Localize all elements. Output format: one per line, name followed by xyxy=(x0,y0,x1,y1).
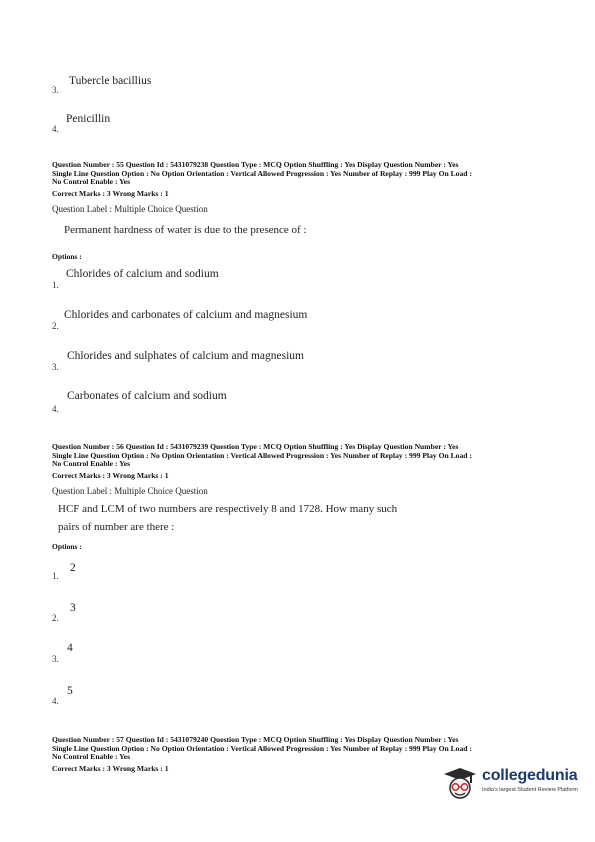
question-text: pairs of number are there : xyxy=(58,521,175,533)
option-number: 4. xyxy=(52,124,59,134)
options-label: Options : xyxy=(52,542,82,551)
options-label: Options : xyxy=(52,252,82,261)
option-text[interactable]: Chlorides of calcium and sodium xyxy=(66,268,219,280)
meta-line: Single Line Question Option : No Option Orientation : Vertical Allowed Progression : Yes Number of Replay : 999 Play On Load : xyxy=(52,168,472,178)
option-text: Penicillin xyxy=(66,113,111,125)
meta-line: Question Number : 56 Question Id : 5431079239 Question Type : MCQ Option Shuffling : Yes Display Question Number : Yes xyxy=(52,442,459,451)
logo-name: collegedunia xyxy=(482,767,578,784)
mascot-icon xyxy=(440,764,480,804)
marks-line: Correct Marks : 3 Wrong Marks : 1 xyxy=(52,763,169,773)
option-number: 3. xyxy=(52,362,59,372)
question-meta xyxy=(52,443,552,480)
question-text: Permanent hardness of water is due to the presence of : xyxy=(64,224,307,236)
option-text[interactable]: 3 xyxy=(70,602,76,614)
option-text: Tubercle bacillius xyxy=(69,75,152,87)
option-number: 3. xyxy=(52,85,59,95)
question-label: Question Label : Multiple Choice Question xyxy=(52,204,208,214)
option-number: 4. xyxy=(52,404,59,414)
logo-tagline: India's largest Student Review Platform xyxy=(482,787,578,793)
meta-line: Question Number : 57 Question Id : 5431079240 Question Type : MCQ Option Shuffling : Yes Display Question Number : Yes xyxy=(52,735,459,744)
option-text[interactable]: 4 xyxy=(67,642,73,654)
meta-line: No Control Enable : Yes xyxy=(52,177,131,187)
meta-line: No Control Enable : Yes xyxy=(52,459,131,469)
question-label: Question Label : Multiple Choice Question xyxy=(52,486,208,496)
marks-line: Correct Marks : 3 Wrong Marks : 1 xyxy=(52,470,169,480)
option-text[interactable]: 2 xyxy=(70,562,76,574)
option-number: 4. xyxy=(52,696,59,706)
marks-line: Correct Marks : 3 Wrong Marks : 1 xyxy=(52,188,169,198)
option-text[interactable]: 5 xyxy=(67,685,73,697)
collegedunia-logo xyxy=(440,764,585,804)
option-number: 2. xyxy=(52,321,59,331)
meta-line: Single Line Question Option : No Option Orientation : Vertical Allowed Progression : Yes Number of Replay : 999 Play On Load : xyxy=(52,450,472,460)
option-number: 1. xyxy=(52,571,59,581)
option-text[interactable]: Carbonates of calcium and sodium xyxy=(67,390,227,402)
option-number: 2. xyxy=(52,613,59,623)
question-text: HCF and LCM of two numbers are respectively 8 and 1728. How many such xyxy=(58,503,398,515)
option-text[interactable]: Chlorides and carbonates of calcium and magnesium xyxy=(64,309,308,321)
option-number: 3. xyxy=(52,654,59,664)
question-meta xyxy=(52,161,552,198)
meta-line: Single Line Question Option : No Option Orientation : Vertical Allowed Progression : Yes Number of Replay : 999 Play On Load : xyxy=(52,743,472,753)
option-text[interactable]: Chlorides and sulphates of calcium and magnesium xyxy=(67,350,304,362)
meta-line: No Control Enable : Yes xyxy=(52,752,131,762)
meta-line: Question Number : 55 Question Id : 5431079238 Question Type : MCQ Option Shuffling : Yes Display Question Number : Yes xyxy=(52,160,459,169)
option-number: 1. xyxy=(52,280,59,290)
